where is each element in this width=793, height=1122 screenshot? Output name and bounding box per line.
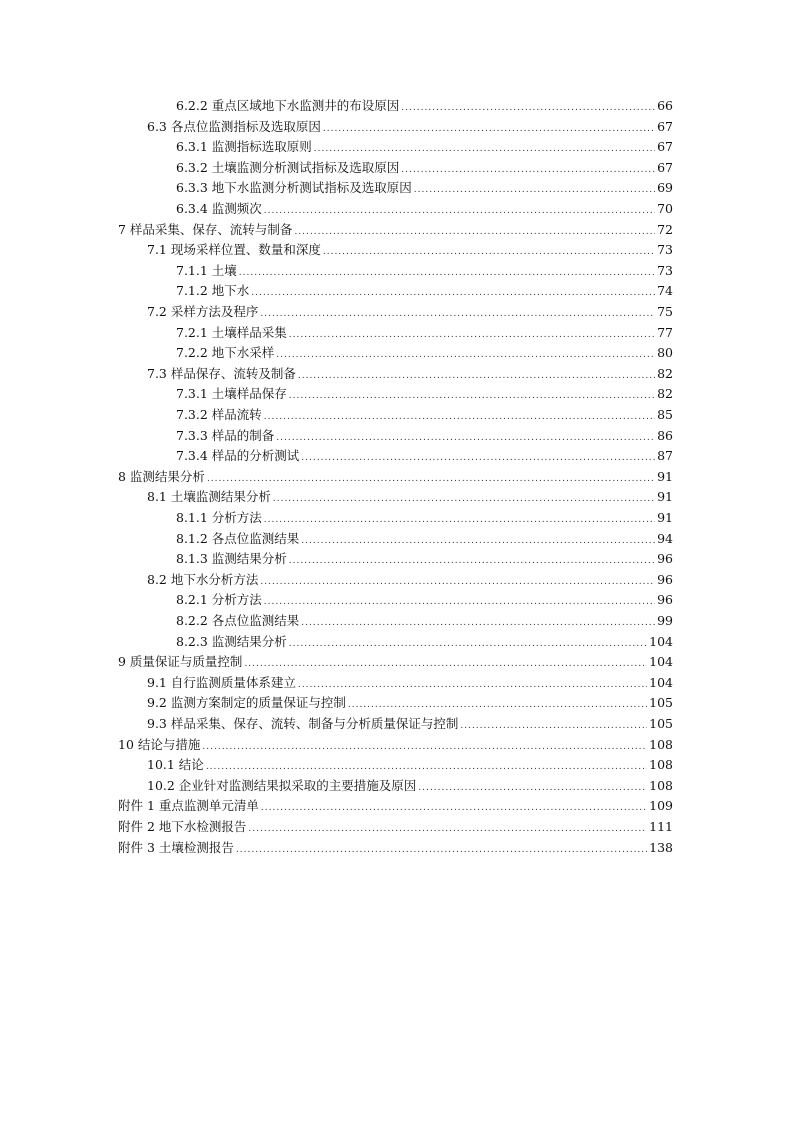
toc-entry-title: 6.3.2 土壤监测分析测试指标及选取原因 <box>176 159 400 175</box>
toc-entry-title: 9.2 监测方案制定的质量保证与控制 <box>147 695 346 711</box>
toc-entry[interactable] <box>118 467 673 488</box>
toc-entry-title: 6.3.1 监测指标选取原则 <box>176 139 312 155</box>
toc-entry-page-number: 96 <box>657 592 673 608</box>
toc-entry-page-number: 96 <box>657 571 673 587</box>
toc-entry[interactable] <box>176 529 673 550</box>
toc-entry[interactable] <box>118 796 673 817</box>
toc-entry[interactable] <box>147 570 673 591</box>
toc-entry-page-number: 109 <box>649 798 673 814</box>
toc-entry-title: 7.2.1 土壤样品采集 <box>176 324 287 340</box>
toc-entry-page-number: 91 <box>657 468 673 484</box>
toc-entry-page-number: 73 <box>657 262 673 278</box>
dot-leader <box>264 201 655 222</box>
toc-entry-page-number: 77 <box>657 324 673 340</box>
toc-entry-title: 8.1.1 分析方法 <box>176 510 262 525</box>
toc-entry-title: 8.1 土壤监测结果分析 <box>147 489 271 505</box>
toc-entry-title: 8 监测结果分析 <box>118 468 205 484</box>
dot-leader <box>323 119 655 140</box>
toc-entry[interactable] <box>176 96 673 117</box>
toc-entry-title: 9.3 样品采集、保存、流转、制备与分析质量保证与控制 <box>147 716 459 731</box>
toc-entry[interactable] <box>176 343 673 364</box>
toc-entry[interactable] <box>176 384 673 405</box>
dot-leader <box>348 695 647 716</box>
toc-entry[interactable] <box>176 508 673 529</box>
toc-entry-title: 9.1 自行监测质量体系建立 <box>147 674 296 690</box>
dot-leader <box>323 242 655 263</box>
dot-leader <box>260 304 655 325</box>
toc-entry[interactable] <box>147 755 673 776</box>
toc-entry-page-number: 104 <box>649 654 673 670</box>
toc-entry-title: 附件 2 地下水检测报告 <box>118 819 247 834</box>
toc-entry-title: 7.2.2 地下水采样 <box>176 345 275 361</box>
toc-entry-page-number: 69 <box>657 180 673 196</box>
toc-entry[interactable] <box>147 487 673 508</box>
toc-entry-title: 7.3 样品保存、流转及制备 <box>147 365 296 381</box>
toc-entry-title: 8.2 地下水分析方法 <box>147 571 259 587</box>
dot-leader <box>301 531 655 552</box>
toc-entry-title: 7.3.2 样品流转 <box>176 407 262 422</box>
toc-entry-title: 7 样品采集、保存、流转与制备 <box>118 221 293 237</box>
toc-entry[interactable] <box>176 261 673 282</box>
toc-entry-page-number: 86 <box>657 427 673 443</box>
toc-entry[interactable] <box>147 714 673 735</box>
toc-entry[interactable] <box>147 364 673 385</box>
toc-entry-page-number: 67 <box>657 118 673 134</box>
toc-entry[interactable] <box>176 158 673 179</box>
toc-entry[interactable] <box>118 817 673 838</box>
toc-entry-title: 10 结论与措施 <box>118 736 201 752</box>
toc-entry[interactable] <box>176 323 673 344</box>
toc-entry[interactable] <box>176 199 673 220</box>
toc-entry-title: 8.1.3 监测结果分析 <box>176 551 287 567</box>
toc-entry-page-number: 82 <box>657 365 673 381</box>
toc-entry-page-number: 67 <box>657 159 673 175</box>
dot-leader <box>289 386 655 407</box>
dot-leader <box>264 510 655 531</box>
toc-entry-page-number: 67 <box>657 139 673 155</box>
toc-entry[interactable] <box>147 693 673 714</box>
toc-entry-page-number: 91 <box>657 510 673 525</box>
toc-entry-title: 7.1.1 土壤 <box>176 262 237 278</box>
dot-leader <box>301 613 655 634</box>
toc-entry-title: 7.1.2 地下水 <box>176 283 250 299</box>
toc-entry-title: 10.1 结论 <box>147 757 204 773</box>
dot-leader <box>298 366 655 387</box>
dot-leader <box>401 98 655 119</box>
dot-leader <box>301 448 655 469</box>
toc-entry-title: 10.2 企业针对监测结果拟采取的主要措施及原因 <box>147 777 417 793</box>
toc-entry-page-number: 99 <box>657 613 673 628</box>
toc-entry[interactable] <box>176 632 673 653</box>
toc-entry[interactable] <box>176 446 673 467</box>
toc-entry-page-number: 80 <box>657 345 673 361</box>
dot-leader <box>414 180 655 201</box>
dot-leader <box>264 592 655 613</box>
toc-entry-title: 7.2 采样方法及程序 <box>147 304 259 319</box>
dot-leader <box>260 572 655 593</box>
toc-entry-page-number: 74 <box>657 283 673 299</box>
toc-entry-page-number: 82 <box>657 386 673 402</box>
toc-entry-page-number: 70 <box>657 201 673 216</box>
toc-entry[interactable] <box>118 220 673 241</box>
toc-entry-title: 7.3.4 样品的分析测试 <box>176 448 300 464</box>
toc-entry[interactable] <box>147 302 673 323</box>
toc-entry-page-number: 96 <box>657 551 673 567</box>
toc-entry-page-number: 73 <box>657 242 673 258</box>
toc-entry-title: 8.2.2 各点位监测结果 <box>176 613 300 628</box>
toc-entry-page-number: 66 <box>657 98 673 113</box>
dot-leader <box>289 634 647 655</box>
dot-leader <box>401 160 655 181</box>
dot-leader <box>261 798 647 819</box>
toc-entry[interactable] <box>118 652 673 673</box>
dot-leader <box>206 757 647 778</box>
toc-entry-title: 6.3 各点位监测指标及选取原因 <box>147 118 321 134</box>
dot-leader <box>264 407 655 428</box>
dot-leader <box>251 283 655 304</box>
toc-entry[interactable] <box>147 240 673 261</box>
toc-entry-page-number: 91 <box>657 489 673 505</box>
toc-entry[interactable] <box>176 405 673 426</box>
dot-leader <box>244 654 647 675</box>
toc-entry[interactable] <box>147 673 673 694</box>
toc-entry-title: 6.3.4 监测频次 <box>176 201 262 216</box>
dot-leader <box>239 263 655 284</box>
dot-leader <box>289 325 655 346</box>
toc-entry[interactable] <box>118 838 673 859</box>
toc-entry-title: 6.2.2 重点区域地下水监测井的布设原因 <box>176 98 400 113</box>
toc-entry-page-number: 87 <box>657 448 673 464</box>
toc-entry-page-number: 94 <box>657 530 673 546</box>
toc-entry-page-number: 72 <box>657 221 673 237</box>
toc-entry-page-number: 104 <box>649 633 673 649</box>
toc-entry-page-number: 108 <box>649 757 673 773</box>
toc-entry-title: 6.3.3 地下水监测分析测试指标及选取原因 <box>176 180 412 196</box>
toc-entry-title: 附件 3 土壤检测报告 <box>118 839 234 855</box>
toc-entry-page-number: 111 <box>649 819 673 834</box>
dot-leader <box>273 489 655 510</box>
toc-entry[interactable] <box>176 611 673 632</box>
toc-entry-page-number: 104 <box>649 674 673 690</box>
toc-entry[interactable] <box>147 776 673 797</box>
dot-leader <box>248 819 647 840</box>
dot-leader <box>460 716 647 737</box>
dot-leader <box>418 778 647 799</box>
toc-entry-page-number: 105 <box>649 695 673 711</box>
dot-leader <box>207 469 655 490</box>
toc-entry-title: 8.2.1 分析方法 <box>176 592 262 608</box>
toc-entry-page-number: 85 <box>657 407 673 422</box>
dot-leader <box>294 222 655 243</box>
toc-entry-title: 9 质量保证与质量控制 <box>118 654 243 670</box>
toc-entry-title: 7.3.1 土壤样品保存 <box>176 386 287 402</box>
toc-entry-title: 8.2.3 监测结果分析 <box>176 633 287 649</box>
dot-leader <box>202 737 647 758</box>
toc-entry-title: 附件 1 重点监测单元清单 <box>118 798 259 814</box>
toc-entry-title: 7.1 现场采样位置、数量和深度 <box>147 242 321 258</box>
toc-entry[interactable] <box>176 137 673 158</box>
toc-entry[interactable] <box>176 178 673 199</box>
toc-entry[interactable] <box>176 549 673 570</box>
dot-leader <box>276 428 655 449</box>
toc-entry-page-number: 108 <box>649 777 673 793</box>
toc-entry[interactable] <box>176 281 673 302</box>
toc-entry-title: 8.1.2 各点位监测结果 <box>176 530 300 546</box>
toc-entry-title: 7.3.3 样品的制备 <box>176 427 275 443</box>
dot-leader <box>298 675 647 696</box>
toc-entry[interactable] <box>118 735 673 756</box>
toc-entry-page-number: 105 <box>649 716 673 731</box>
toc-entry[interactable] <box>147 117 673 138</box>
toc-entry-page-number: 108 <box>649 736 673 752</box>
toc-entry[interactable] <box>176 426 673 447</box>
dot-leader <box>314 139 655 160</box>
toc-entry[interactable] <box>176 590 673 611</box>
dot-leader <box>276 345 655 366</box>
dot-leader <box>289 551 655 572</box>
toc-entry-page-number: 138 <box>649 839 673 855</box>
dot-leader <box>236 840 647 861</box>
toc-entry-page-number: 75 <box>657 304 673 319</box>
